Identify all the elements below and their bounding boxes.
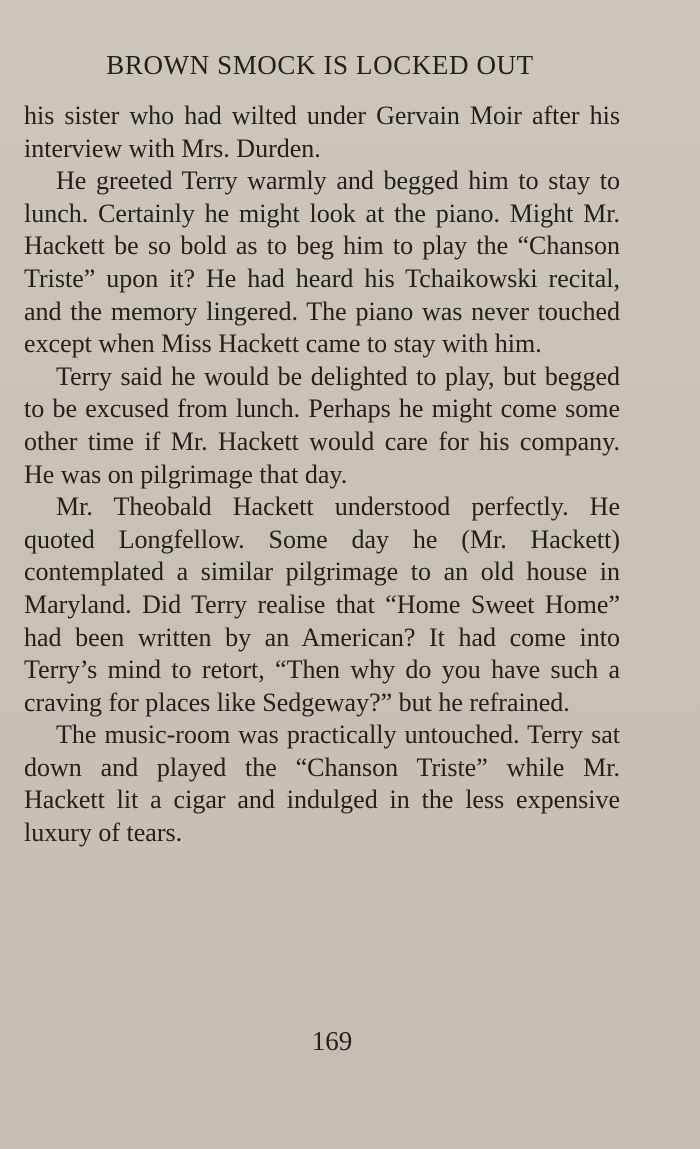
body-text — [24, 100, 620, 850]
paragraph: The music-room was practically untouched. Terry sat down and played the “Chanson Triste” while Mr. Hackett lit a cigar and indulged in the less expensive luxury of tears. — [24, 720, 620, 848]
paragraph-continuation: his sister who had wilted under Gervain Moir after his interview with Mrs. Durden. — [24, 101, 620, 163]
paragraph: Mr. Theobald Hackett understood perfectly. He quoted Longfellow. Some day he (Mr. Hackett) contemplated a similar pilgrimage to an old house in Maryland. Did Terry realise that “Home Sweet Home” had been written by an American? It had come into Terry’s mind to retort, “Then why do you have such a craving for places like Sedgeway?” but he refrained. — [24, 492, 620, 717]
running-title: BROWN SMOCK IS LOCKED OUT — [106, 50, 534, 80]
paragraph: Terry said he would be delighted to play, but begged to be excused from lunch. Perhaps he might come some other time if Mr. Hackett would care for his company. He was on pilgrimage that day. — [24, 361, 620, 489]
page-number: 169 — [311, 1026, 353, 1056]
paragraph: He greeted Terry warmly and begged him to stay to lunch. Certainly he might look at the piano. Might Mr. Hackett be so bold as to beg him to play the “Chanson Triste” upon it? He had heard his Tchaikowski recital, and the memory lingered. The piano was never touched except when Miss Hackett came to stay with him. — [24, 166, 620, 359]
